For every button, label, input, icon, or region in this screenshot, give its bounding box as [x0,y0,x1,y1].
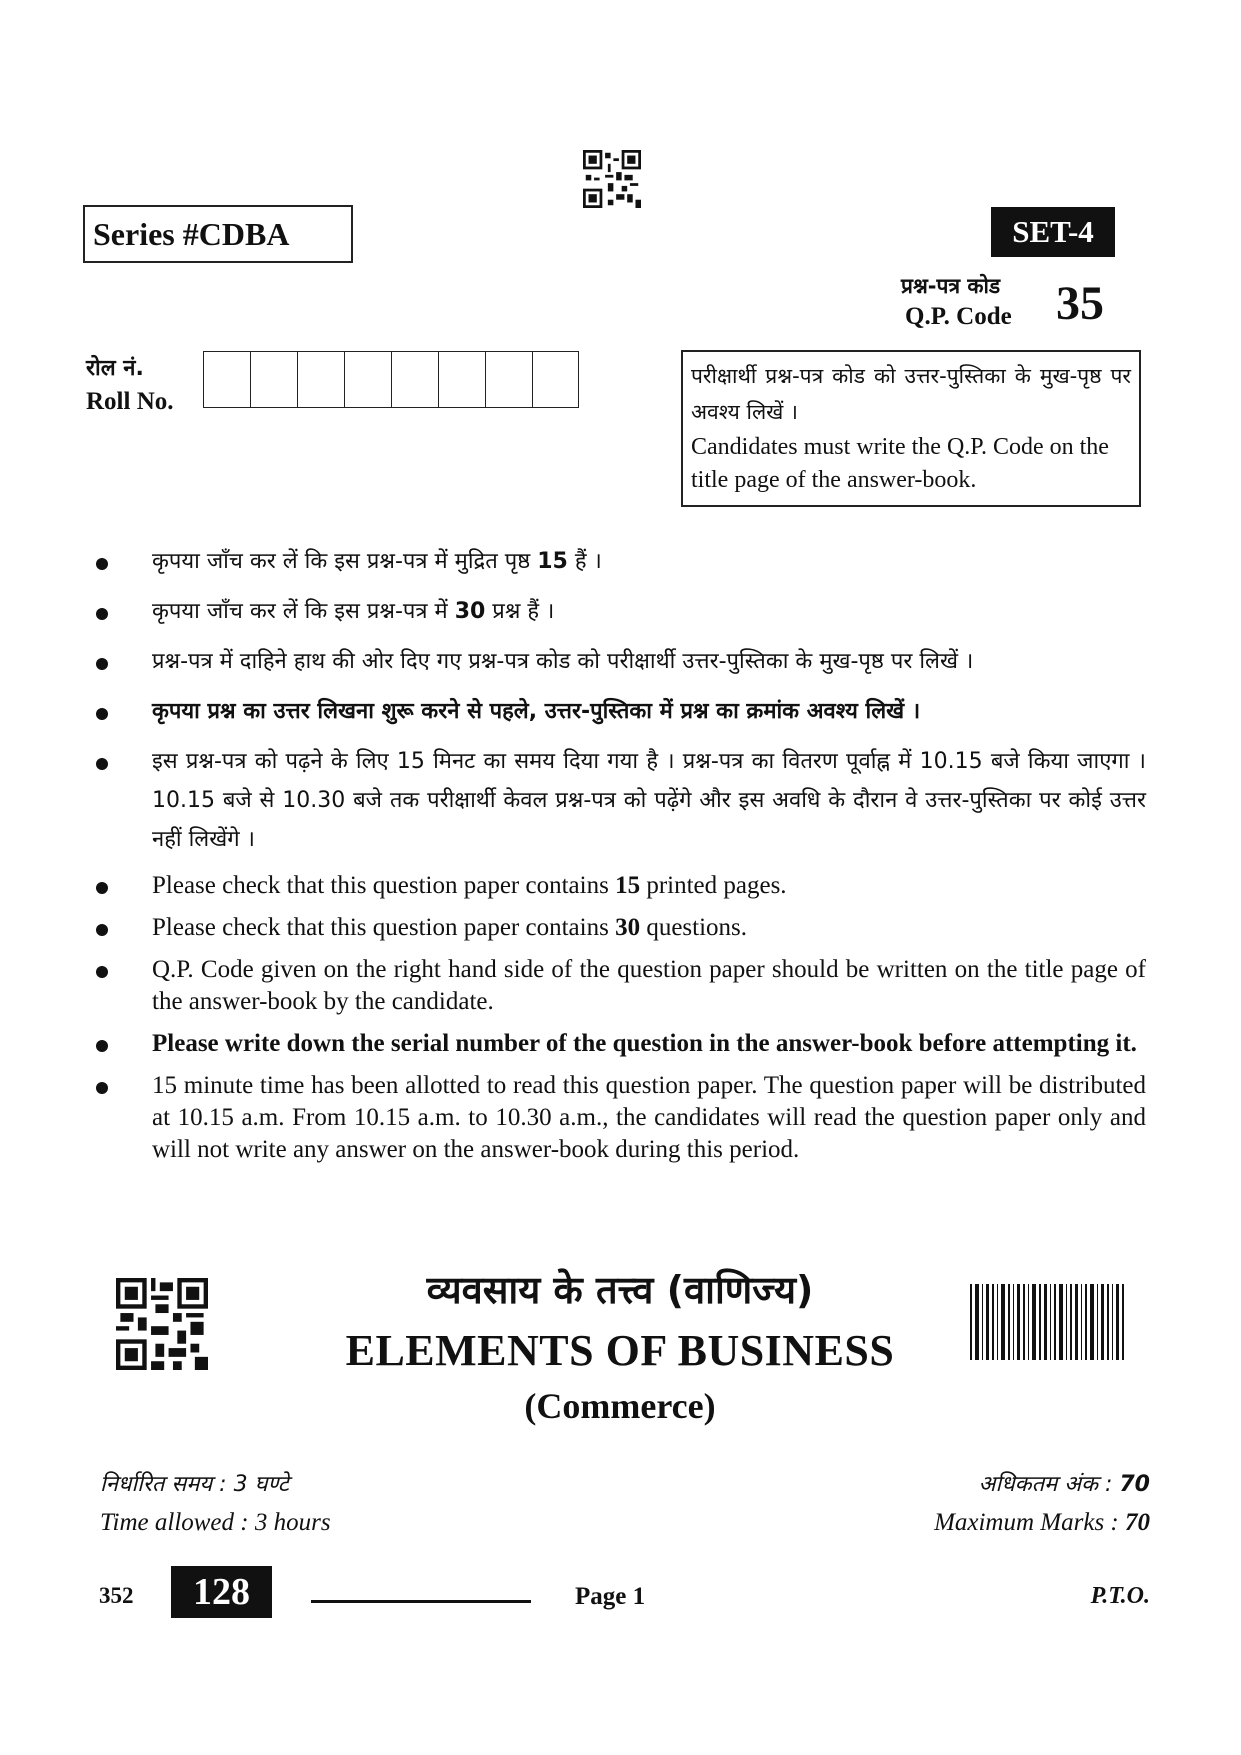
instruction-en-4: Please write down the serial number of the question in the answer-book before attempting it. [96,1028,1146,1060]
instruction-en-3: Q.P. Code given on the right hand side of the question paper should be written on the title page of the answer-book by the candidate. [96,954,1146,1018]
instruction-hi-3: प्रश्न-पत्र में दाहिने हाथ की ओर दिए गए प्रश्न-पत्र कोड को परीक्षार्थी उत्तर-पुस्तिका के मुख-पृष्ठ पर लिखें । [96,642,1146,681]
footer-rule [311,1600,531,1603]
subject-code: 352 [99,1583,134,1608]
bullet-icon [96,608,108,620]
bullet-icon [96,758,108,770]
qp-code-number: 35 [1056,277,1104,330]
instruction-en-5: 15 minute time has been allotted to read this question paper. The question paper will be distributed at 10.15 a.m. From 10.15 a.m. to 10.30 a.m., the candidates will read the question paper only and will not write any answer on the answer-book during this period. [96,1070,1146,1166]
instruction-hi-4: कृपया प्रश्न का उत्तर लिखना शुरू करने से पहले, उत्तर-पुस्तिका में प्रश्न का क्रमांक अवश्य लिखें । [96,692,1146,731]
subject-title-hi: व्यवसाय के तत्त्व (वाणिज्य) [426,1268,814,1312]
bullet-icon [96,882,108,894]
roll-digit-box[interactable] [438,351,485,407]
set-badge: SET-4 [991,207,1115,257]
roll-digit-box[interactable] [297,351,344,407]
bullet-icon [96,1040,108,1052]
notice-en: Candidates must write the Q.P. Code on the title page of the answer-book. [691,434,1109,493]
bullet-icon [96,658,108,670]
instruction-hi-5: इस प्रश्न-पत्र को पढ़ने के लिए 15 मिनट का समय दिया गया है । प्रश्न-पत्र का वितरण पूर्वाह्न में 10.15 बजे किया जाएगा । 10.15 बजे से 10.30 बजे तक परीक्षार्थी केवल प्रश्न-पत्र को पढ़ेंगे और इस अवधि के दौरान वे उत्तर-पुस्तिका पर कोई उत्तर नहीं लिखेंगे । [96,742,1146,859]
qr-code-icon [116,1278,208,1370]
max-marks: Maximum Marks : 70 [934,1509,1150,1536]
roll-digit-box[interactable] [485,351,532,407]
series-box: Series #CDBA [83,205,353,263]
bullet-icon [96,708,108,720]
bullet-icon [96,924,108,936]
time-allowed: Time allowed : 3 hours [100,1509,331,1536]
paper-number-box: 128 [171,1566,272,1618]
roll-digit-box[interactable] [203,351,250,407]
time-allowed-hi: निर्धारित समय : 3 घण्टे [100,1472,289,1497]
roll-digit-box[interactable] [532,351,579,407]
roll-digit-box[interactable] [250,351,297,407]
roll-digit-box[interactable] [344,351,391,407]
instruction-en-1: Please check that this question paper contains 15 printed pages. [96,870,1146,902]
notice-hi: परीक्षार्थी प्रश्न-पत्र कोड को उत्तर-पुस्तिका के मुख-पृष्ठ पर अवश्य लिखें । [691,364,1131,424]
qp-code-label-hi: प्रश्न-पत्र कोड [901,274,1001,298]
qp-code-notice [681,350,1141,507]
max-marks-hi: अधिकतम अंक : 70 [978,1472,1150,1497]
instruction-en-2: Please check that this question paper contains 30 questions. [96,912,1146,944]
page-number: Page 1 [575,1583,646,1610]
pto-label: P.T.O. [1090,1583,1150,1609]
roll-number-boxes[interactable] [203,351,579,408]
bullet-icon [96,558,108,570]
instructions-list [96,542,1146,1176]
roll-digit-box[interactable] [391,351,438,407]
bullet-icon [96,966,108,978]
subject-subtitle: (Commerce) [524,1386,716,1426]
qr-code-icon [583,150,641,208]
instruction-hi-2: कृपया जाँच कर लें कि इस प्रश्न-पत्र में 30 प्रश्न हैं । [96,592,1146,631]
instruction-hi-1: कृपया जाँच कर लें कि इस प्रश्न-पत्र में मुद्रित पृष्ठ 15 हैं । [96,542,1146,581]
roll-label-hi: रोल नं. [86,356,144,381]
bullet-icon [96,1082,108,1094]
barcode-icon [970,1284,1140,1360]
qp-code-label: Q.P. Code [905,303,1012,330]
subject-title: ELEMENTS OF BUSINESS [345,1326,895,1375]
roll-label: Roll No. [86,388,174,415]
